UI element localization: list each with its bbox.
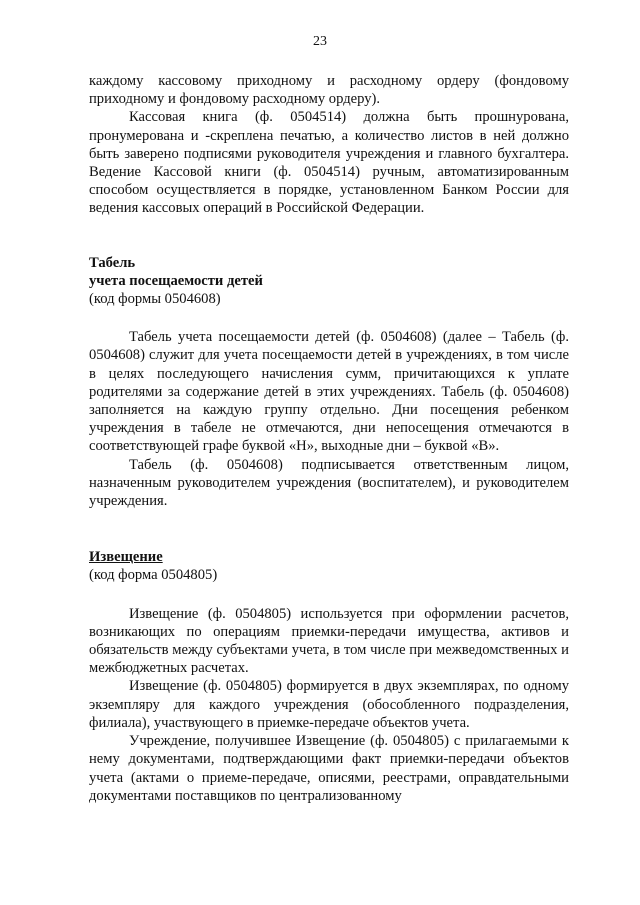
intro-paragraph-cash-book: Кассовая книга (ф. 0504514) должна быть прошнурована, пронумерована и -скреплена печатью, а количество листов в ней должно быть заверено подписями руководителя учреждения и главного бухгалтера. Ведение Кассовой книги (ф. 0504514) ручным, автоматизированным способом осуществляется в порядке, установленном Банком России для ведения кассовых операций в Российской Федерации.: [89, 109, 569, 217]
section-notice-paragraph-1: Извещение (ф. 0504805) используется при оформлении расчетов, возникающих по операциям приемки-передачи имущества, активов и обязательств между субъектами учета, в том числе при межведомственных и межбюджетных расчетах.: [89, 605, 569, 677]
section-timesheet-subtitle: учета посещаемости детей: [89, 272, 263, 289]
section-timesheet-paragraph-2: Табель (ф. 0504608) подписывается ответственным лицом, назначенным руководителем учреждения (воспитателем), и руководителем учреждения.: [89, 456, 569, 510]
section-notice-code: (код форма 0504805): [89, 567, 218, 584]
section-timesheet-paragraph-1: Табель учета посещаемости детей (ф. 0504608) (далее – Табель (ф. 0504608) служит для учета посещаемости детей в учреждениях, в том числе в целях последующего начисления сумм, причитающихся к уплате родителями за содержание детей в этих учреждениях. Табель (ф. 0504608) заполняется на каждую группу отдельно. Дни посещения ребенком учреждения в табеле не отмечаются, дни непосещения отмечаются в соответствующей графе буквой «Н», выходные дни – буквой «В».: [89, 329, 569, 455]
section-notice-paragraph-3: Учреждение, получившее Извещение (ф. 0504805) с прилагаемыми к нему документами, подтверждающими факт приемки-передачи объектов учета (актами о приеме-передаче, описями, реестрами, оправдательными документами поставщиков по централизованному: [89, 733, 569, 804]
section-timesheet-title: Табель: [89, 254, 136, 271]
section-timesheet-code: (код формы 0504608): [89, 291, 221, 308]
page-number: 23: [313, 34, 327, 49]
intro-paragraph-continuation: каждому кассовому приходному и расходному ордеру (фондовому приходному и фондовому расходному ордеру).: [89, 73, 569, 108]
section-notice-title: Извещение: [89, 549, 163, 566]
section-notice-paragraph-2: Извещение (ф. 0504805) формируется в двух экземплярах, по одному экземпляру для каждого учреждения (обособленного подразделения, филиала), участвующего в приемке-передаче объектов учета.: [89, 678, 569, 731]
document-body: [89, 72, 569, 805]
